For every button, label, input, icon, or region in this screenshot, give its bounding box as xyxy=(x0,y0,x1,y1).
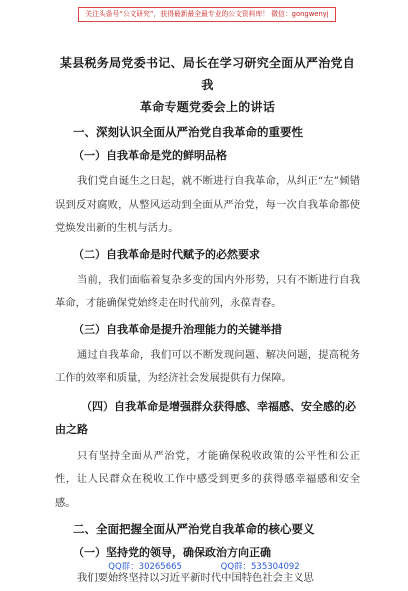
footer-qq-group-1: QQ群：30265665 xyxy=(108,562,182,572)
title-line-1: 某县税务局党委书记、局长在学习研究全面从严治党自我 xyxy=(59,56,356,92)
subsection-heading-1-2: （二）自我革命是时代赋予的必然要求 xyxy=(73,247,260,261)
title-line-2: 革命专题党委会上的讲话 xyxy=(139,100,276,114)
document-title xyxy=(55,52,360,118)
paragraph-5: 我们要始终坚持以习近平新时代中国特色社会主义思 xyxy=(77,572,314,584)
document-body xyxy=(55,52,360,591)
paragraph-4: 只有坚持全面从严治党，才能确保税收政策的公平性和公正性，让人民群众在税收工作中感受到更多的获得感幸福感和安全感。 xyxy=(55,449,360,509)
subsection-heading-1-1: （一）自我革命是党的鲜明品格 xyxy=(73,149,227,162)
footer-contact xyxy=(0,560,408,572)
promo-banner: 关注头条号“公文研究”，获得最新最全最专业的公文资料库！ 微信：gongwenyj xyxy=(78,7,336,22)
footer-qq-group-2: QQ群：535304092 xyxy=(220,562,300,572)
section-heading-1: 一、深刻认识全面从严治党自我革命的重要性 xyxy=(73,125,303,139)
section-heading-2: 二、全面把握全面从严治党自我革命的核心要义 xyxy=(73,522,315,536)
subsection-heading-2-1: （一）坚持党的领导，确保政治方向正确 xyxy=(73,546,271,559)
paragraph-1: 我们党自诞生之日起，就不断进行自我革命，从纠正“左”倾错误到反对腐败，从整风运动到全面从严治党，每一次自我革命都使党焕发出新的生机与活力。 xyxy=(55,175,360,234)
paragraph-2: 当前，我们面临着复杂多变的国内外形势，只有不断进行自我革命，才能确保党始终走在时代前列，永葆青春。 xyxy=(55,273,360,309)
subsection-heading-1-4: （四）自我革命是增强群众获得感、幸福感、安全感的必由之路 xyxy=(55,399,356,436)
subsection-heading-1-3: （三）自我革命是提升治理能力的关键举措 xyxy=(73,322,282,336)
paragraph-3: 通过自我革命，我们可以不断发现问题、解决问题，提高税务工作的效率和质量，为经济社会发展提供有力保障。 xyxy=(55,348,360,384)
